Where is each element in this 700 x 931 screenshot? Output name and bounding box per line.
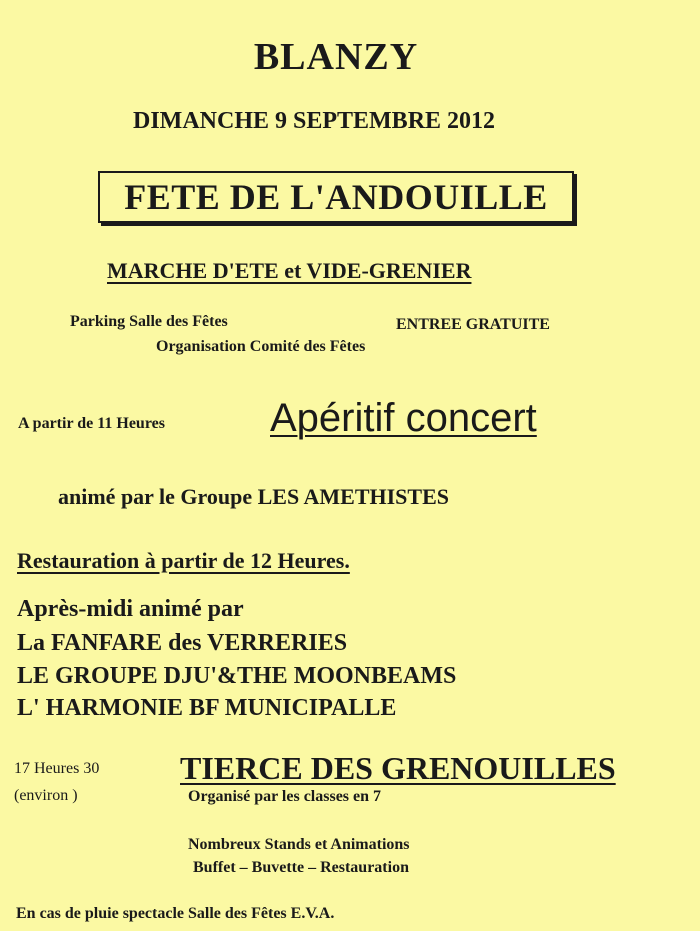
frog-race-heading: TIERCE DES GRENOUILLES — [180, 750, 616, 786]
race-time-approx: (environ ) — [14, 787, 78, 804]
food-service: Restauration à partir de 12 Heures. — [17, 548, 350, 573]
town-title: BLANZY — [253, 36, 419, 78]
buffet-note: Buffet – Buvette – Restauration — [193, 859, 409, 876]
stands-note: Nombreux Stands et Animations — [188, 836, 410, 853]
afternoon-act: L' HARMONIE BF MUNICIPALLE — [17, 695, 397, 721]
afternoon-act: La FANFARE des VERRERIES — [17, 630, 348, 656]
aperitif-time: A partir de 11 Heures — [18, 415, 165, 432]
race-organiser: Organisé par les classes en 7 — [188, 788, 382, 805]
organiser: Organisation Comité des Fêtes — [156, 338, 366, 355]
afternoon-act: LE GROUPE DJU'&THE MOONBEAMS — [17, 663, 457, 689]
free-entry: ENTREE GRATUITE — [396, 316, 550, 333]
afternoon-intro: Après-midi animé par — [17, 596, 244, 622]
market-heading: MARCHE D'ETE et VIDE-GRENIER — [107, 258, 472, 283]
parking-location: Parking Salle des Fêtes — [70, 313, 228, 330]
race-time: 17 Heures 30 — [14, 760, 100, 777]
festival-title-box: FETE DE L'ANDOUILLE — [98, 171, 574, 223]
event-date: DIMANCHE 9 SEPTEMBRE 2012 — [133, 108, 496, 134]
aperitif-band: animé par le Groupe LES AMETHISTES — [58, 484, 449, 509]
rain-note: En cas de pluie spectacle Salle des Fêtes E.V.A. — [16, 905, 335, 922]
aperitif-heading: Apéritif concert — [270, 396, 537, 440]
